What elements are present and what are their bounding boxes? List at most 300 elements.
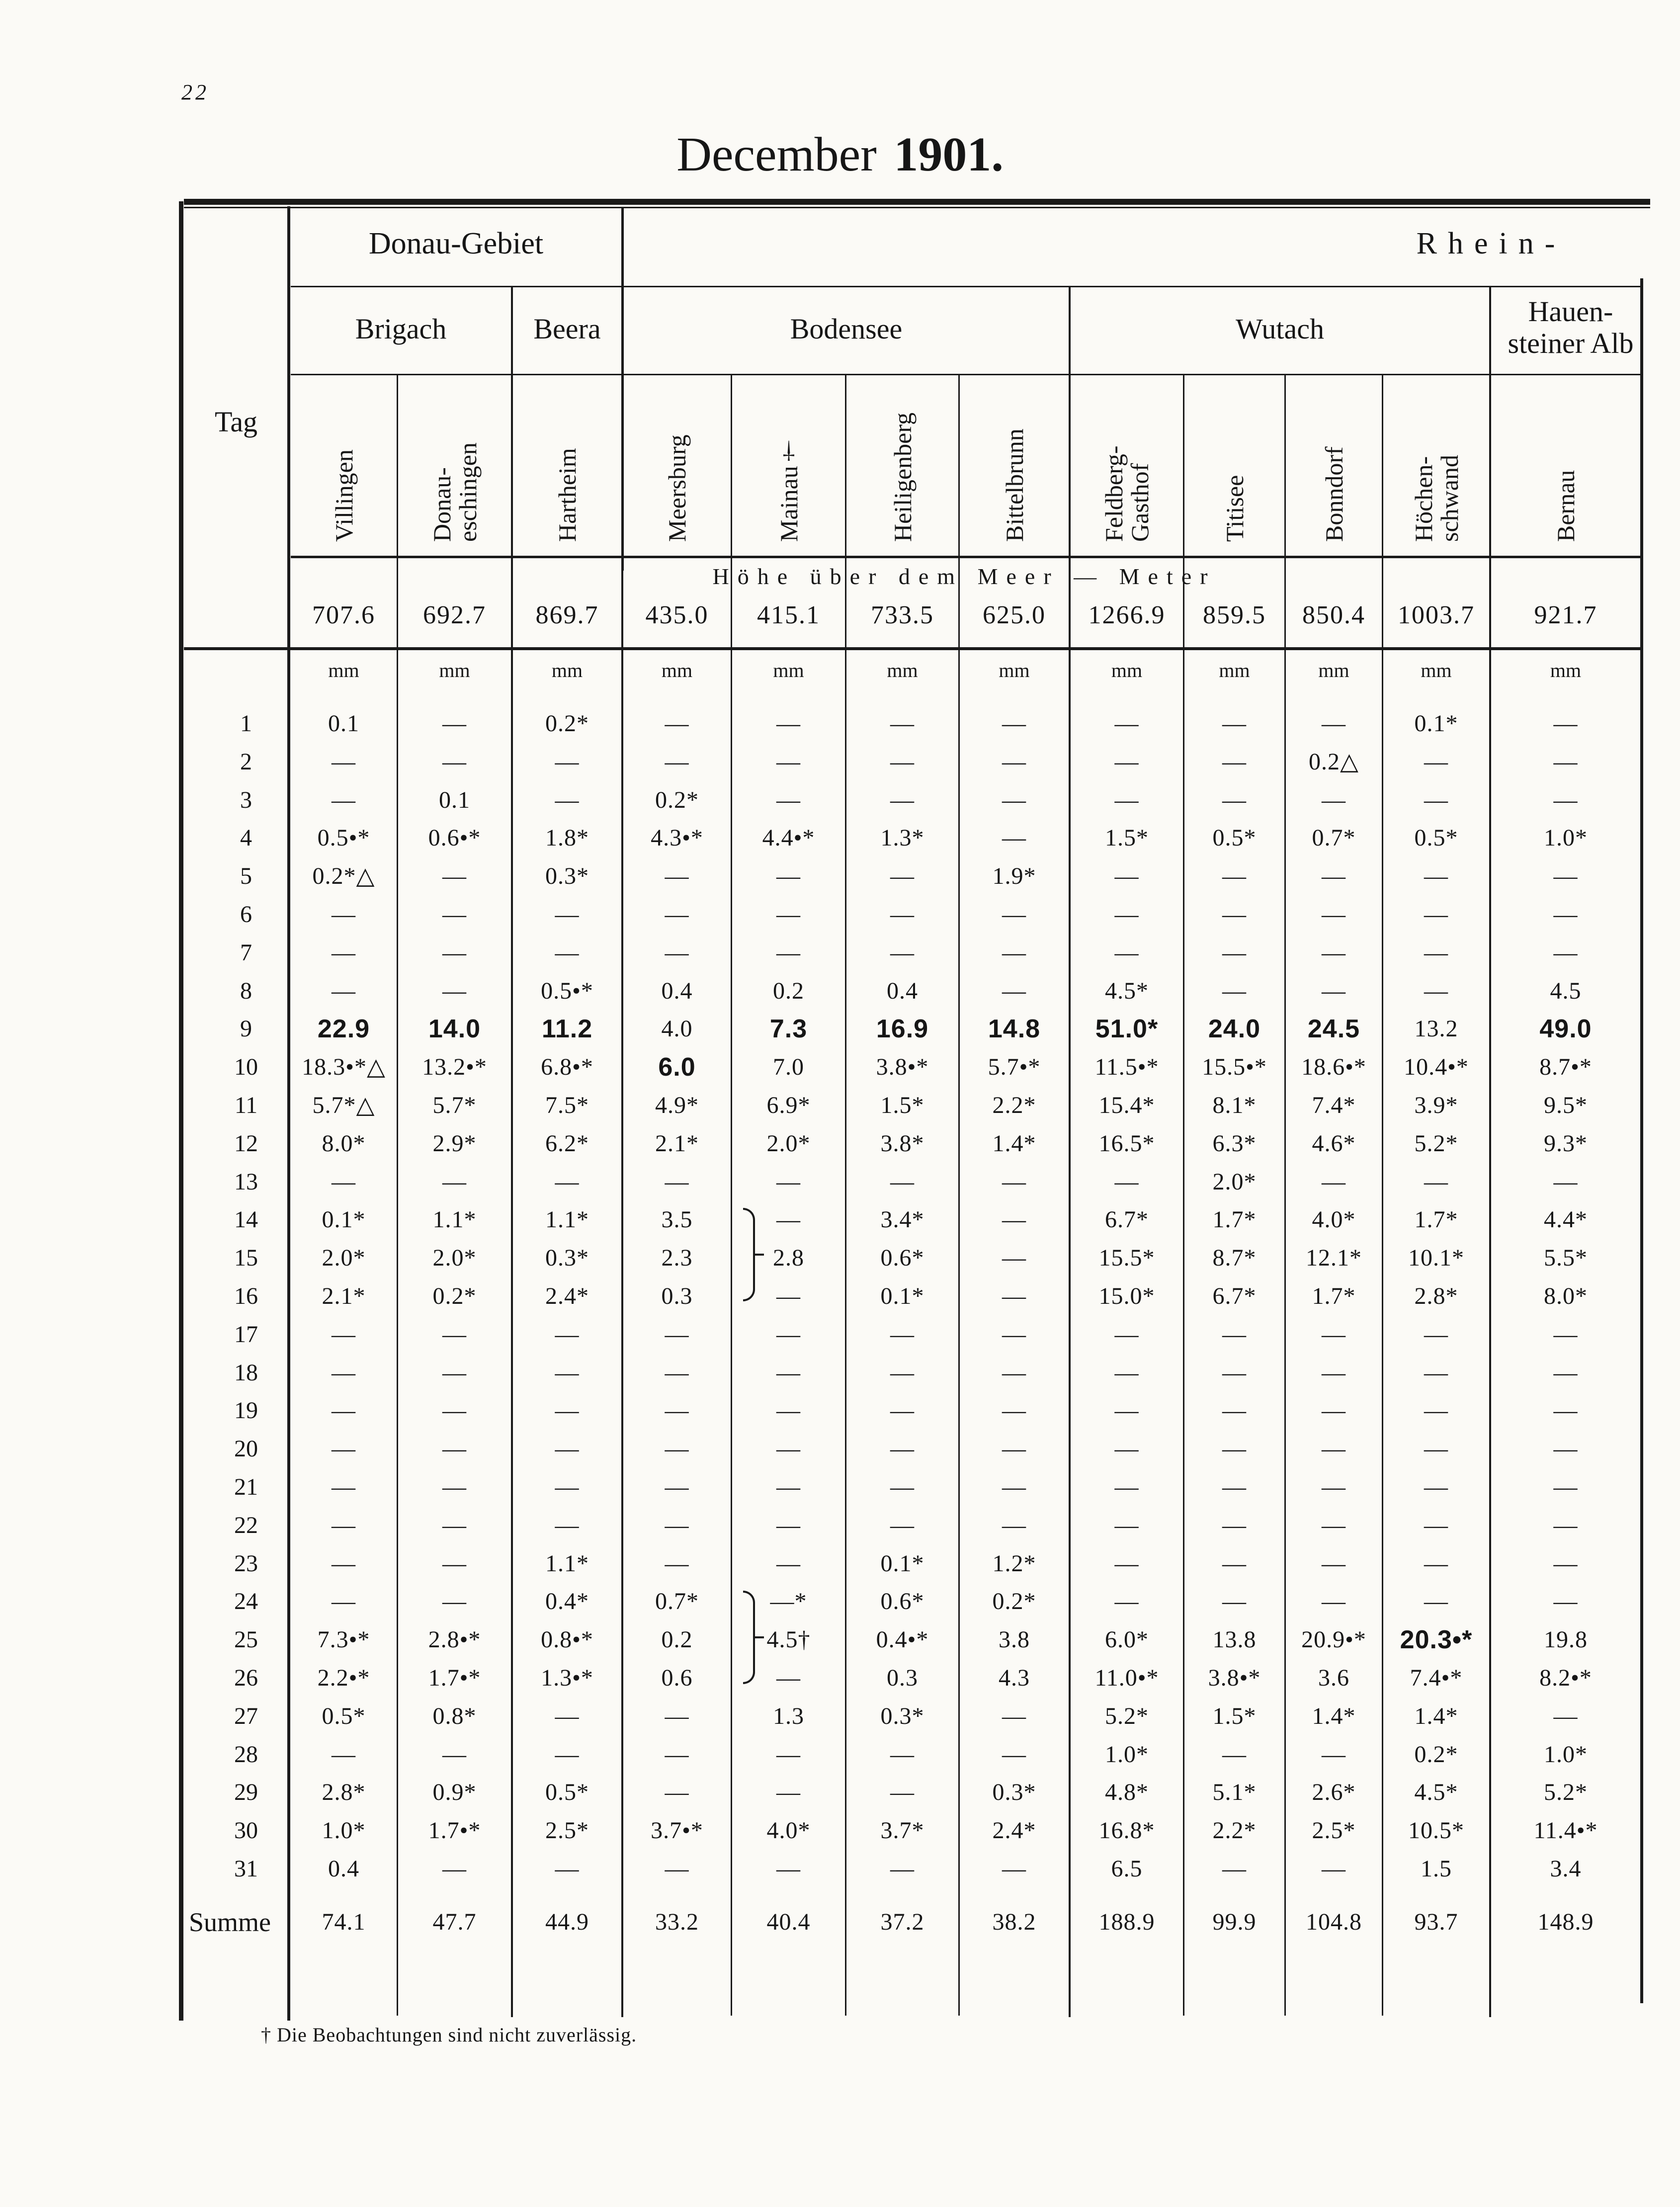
- brace-mainau-24-26: [743, 1591, 755, 1684]
- precipitation-value: 2.8: [773, 1245, 804, 1272]
- precipitation-value: 1.7*: [1414, 1206, 1458, 1233]
- precipitation-value: —: [332, 1741, 356, 1768]
- hoehe-label: Höhe über dem Meer — Meter: [712, 564, 1216, 589]
- precipitation-value: —: [776, 1550, 801, 1577]
- precipitation-value: —: [665, 1550, 689, 1577]
- precipitation-value: 2.2*: [992, 1092, 1036, 1118]
- day-number: 4: [240, 825, 252, 851]
- precipitation-value: —: [1222, 1856, 1247, 1882]
- precipitation-value: 1.7•*: [428, 1817, 481, 1844]
- precipitation-value: 2.4*: [992, 1817, 1036, 1844]
- precipitation-value: —: [1222, 863, 1247, 890]
- precipitation-value: 4.0*: [1312, 1206, 1356, 1233]
- precipitation-value: —: [555, 748, 580, 775]
- precipitation-value: 1.1*: [545, 1550, 589, 1577]
- station-name: Meersburg: [663, 434, 691, 542]
- precipitation-value: 2.9*: [432, 1130, 477, 1157]
- precipitation-value: —: [442, 1588, 467, 1615]
- precipitation-value: 2.3: [661, 1245, 693, 1272]
- station-name: Bittelbrunn: [1000, 428, 1028, 542]
- precipitation-value: —: [555, 1741, 580, 1768]
- day-number: 12: [234, 1130, 258, 1157]
- precipitation-value: 0.3*: [545, 1245, 589, 1272]
- precipitation-value: —: [890, 1779, 915, 1806]
- day-number: 20: [234, 1436, 258, 1462]
- precipitation-value: 0.2*: [992, 1588, 1036, 1615]
- precipitation-value: 3.8•*: [876, 1054, 929, 1081]
- precipitation-value: 6.8•*: [541, 1054, 593, 1081]
- day-number: 24: [234, 1588, 258, 1615]
- precipitation-value: —: [1002, 977, 1026, 1004]
- precipitation-value: 51.0*: [1095, 1015, 1159, 1044]
- precipitation-value: 1.7•*: [428, 1665, 481, 1691]
- station-name: Heiligenberg: [888, 412, 917, 542]
- day-number: 27: [234, 1702, 258, 1729]
- precipitation-value: —: [1002, 1206, 1026, 1233]
- day-number: 3: [240, 786, 252, 813]
- subgroup-wutach: Wutach: [1235, 313, 1325, 345]
- precipitation-value: 4.0: [661, 1016, 693, 1042]
- precipitation-value: 9.3*: [1544, 1130, 1588, 1157]
- precipitation-value: —: [442, 710, 467, 737]
- precipitation-value: —: [555, 1436, 580, 1462]
- precipitation-value: —: [442, 1359, 467, 1386]
- precipitation-value: 2.1*: [655, 1130, 699, 1157]
- day-number: 30: [234, 1817, 258, 1844]
- precipitation-value: —: [1222, 1512, 1247, 1538]
- precipitation-value: 0.2*△: [312, 863, 375, 890]
- precipitation-value: —: [1553, 939, 1578, 966]
- precipitation-value: 15.5*: [1098, 1245, 1155, 1272]
- precipitation-value: —: [776, 939, 801, 966]
- precipitation-value: —: [890, 1856, 915, 1882]
- summe-value: 44.9: [545, 1909, 589, 1935]
- precipitation-value: —: [1322, 939, 1346, 966]
- precipitation-value: —: [442, 1321, 467, 1348]
- precipitation-value: 4.0*: [766, 1817, 811, 1844]
- precipitation-value: —: [1322, 1359, 1346, 1386]
- precipitation-value: 13.2: [1414, 1016, 1458, 1042]
- summe-value: 93.7: [1414, 1909, 1458, 1935]
- title-month: December: [676, 128, 877, 181]
- precipitation-value: 5.1*: [1212, 1779, 1257, 1806]
- precipitation-value: —: [442, 748, 467, 775]
- precipitation-value: 2.0*: [322, 1245, 366, 1272]
- precipitation-value: —: [1002, 710, 1026, 737]
- precipitation-value: 2.6*: [1312, 1779, 1356, 1806]
- precipitation-value: 0.2*: [655, 786, 699, 813]
- day-number: 1: [240, 710, 252, 737]
- precipitation-value: —: [1222, 1321, 1247, 1348]
- station-name: Feldberg- Gasthof: [1100, 445, 1154, 542]
- precipitation-value: 13.2•*: [422, 1054, 487, 1081]
- precipitation-value: —: [665, 1856, 689, 1882]
- precipitation-value: 0.4: [328, 1856, 359, 1882]
- summe-value: 99.9: [1212, 1909, 1257, 1935]
- page-number: 22: [181, 80, 209, 104]
- precipitation-value: 4.8*: [1105, 1779, 1149, 1806]
- precipitation-value: —: [1002, 1474, 1026, 1500]
- precipitation-value: 0.1*: [880, 1283, 924, 1309]
- title-year: 1901.: [894, 128, 1004, 181]
- day-number: 17: [234, 1321, 258, 1348]
- precipitation-value: —: [1222, 748, 1247, 775]
- precipitation-value: —: [1002, 939, 1026, 966]
- summe-value: 38.2: [992, 1909, 1036, 1935]
- tag-label: Tag: [214, 406, 258, 438]
- precipitation-value: —: [1553, 1512, 1578, 1538]
- station-elevation: 707.6: [312, 601, 375, 629]
- day-number: 7: [240, 939, 252, 966]
- station-elevation: 733.5: [871, 601, 934, 629]
- precipitation-value: 2.5*: [545, 1817, 589, 1844]
- precipitation-value: —: [1424, 1397, 1448, 1424]
- precipitation-value: —: [332, 977, 356, 1004]
- precipitation-value: —: [1114, 1359, 1139, 1386]
- precipitation-value: —: [555, 1856, 580, 1882]
- precipitation-value: 1.5*: [1105, 825, 1149, 851]
- day-number: 6: [240, 901, 252, 928]
- precipitation-value: —: [776, 1206, 801, 1233]
- precipitation-value: 0.4•*: [876, 1626, 929, 1653]
- precipitation-value: —: [442, 1436, 467, 1462]
- precipitation-value: 2.8*: [1414, 1283, 1458, 1309]
- station-name: Donau- eschingen: [427, 442, 482, 542]
- precipitation-value: 0.3: [887, 1665, 918, 1691]
- precipitation-value: —: [665, 863, 689, 890]
- precipitation-value: 16.9: [876, 1015, 929, 1044]
- precipitation-value: —: [1322, 901, 1346, 928]
- precipitation-value: —: [776, 1283, 801, 1309]
- precipitation-value: 10.5*: [1408, 1817, 1464, 1844]
- precipitation-value: —: [1114, 1512, 1139, 1538]
- precipitation-value: 16.5*: [1098, 1130, 1155, 1157]
- precipitation-value: 3.8: [999, 1626, 1030, 1653]
- precipitation-value: —: [1424, 1359, 1448, 1386]
- day-number: 18: [234, 1359, 258, 1386]
- precipitation-value: 8.7*: [1212, 1245, 1257, 1272]
- precipitation-value: —: [1222, 1550, 1247, 1577]
- precipitation-value: 0.5•*: [317, 825, 370, 851]
- day-number: 29: [234, 1779, 258, 1806]
- precipitation-value: —: [1002, 1359, 1026, 1386]
- precipitation-value: 2.2•*: [317, 1665, 370, 1691]
- precipitation-value: —: [776, 1665, 801, 1691]
- precipitation-value: —: [1424, 1588, 1448, 1615]
- unit-label: mm: [1111, 659, 1143, 681]
- precipitation-value: —: [776, 1168, 801, 1195]
- precipitation-value: —: [1424, 1321, 1448, 1348]
- precipitation-value: 14.0: [428, 1015, 481, 1044]
- unit-label: mm: [1318, 659, 1349, 681]
- precipitation-value: 1.3: [773, 1702, 804, 1729]
- precipitation-value: —: [665, 939, 689, 966]
- precipitation-value: —: [1002, 1702, 1026, 1729]
- precipitation-value: 1.0*: [1105, 1741, 1149, 1768]
- precipitation-value: —: [890, 1741, 915, 1768]
- precipitation-value: —: [1553, 786, 1578, 813]
- precipitation-value: 0.3*: [880, 1702, 924, 1729]
- precipitation-value: —: [1114, 1397, 1139, 1424]
- precipitation-value: 0.6*: [880, 1245, 924, 1272]
- precipitation-value: 8.0*: [322, 1130, 366, 1157]
- precipitation-value: 0.2*: [432, 1283, 477, 1309]
- group-donau-title: Donau-Gebiet: [368, 227, 544, 260]
- precipitation-value: —: [442, 863, 467, 890]
- station-elevation: 435.0: [645, 601, 709, 629]
- precipitation-value: —: [890, 1512, 915, 1538]
- precipitation-value: —: [1424, 1474, 1448, 1500]
- unit-label: mm: [887, 659, 918, 681]
- station-elevation: 415.1: [757, 601, 820, 629]
- precipitation-value: —: [1222, 901, 1247, 928]
- precipitation-value: 1.4*: [992, 1130, 1036, 1157]
- precipitation-value: —: [890, 1397, 915, 1424]
- day-number: 21: [234, 1474, 258, 1500]
- precipitation-value: —: [555, 1397, 580, 1424]
- footnote: † Die Beobachtungen sind nicht zuverlässig.: [261, 2024, 637, 2046]
- precipitation-value: 8.0*: [1544, 1283, 1588, 1309]
- precipitation-value: 1.1*: [545, 1206, 589, 1233]
- precipitation-value: 0.5•*: [541, 977, 593, 1004]
- day-number: 16: [234, 1283, 258, 1309]
- precipitation-value: 0.6*: [880, 1588, 924, 1615]
- precipitation-value: —: [890, 901, 915, 928]
- precipitation-value: —: [665, 710, 689, 737]
- precipitation-value: —: [1424, 786, 1448, 813]
- precipitation-value: —: [1322, 786, 1346, 813]
- precipitation-value: —: [1222, 710, 1247, 737]
- precipitation-value: —: [555, 1512, 580, 1538]
- unit-label: mm: [1550, 659, 1582, 681]
- precipitation-value: 10.1*: [1408, 1245, 1464, 1272]
- unit-label: mm: [551, 659, 583, 681]
- precipitation-value: 7.4•*: [1410, 1665, 1463, 1691]
- precipitation-value: —: [776, 1436, 801, 1462]
- precipitation-value: —: [665, 1359, 689, 1386]
- precipitation-value: 4.6*: [1312, 1130, 1356, 1157]
- precipitation-value: —: [1322, 710, 1346, 737]
- precipitation-value: —: [890, 710, 915, 737]
- precipitation-value: 4.5: [1550, 977, 1582, 1004]
- unit-label: mm: [1421, 659, 1452, 681]
- precipitation-value: 2.2*: [1212, 1817, 1257, 1844]
- precipitation-value: —: [1322, 863, 1346, 890]
- day-number: 19: [234, 1397, 258, 1424]
- day-number: 5: [240, 863, 252, 890]
- day-number: 9: [240, 1016, 252, 1042]
- precipitation-value: 5.5*: [1544, 1245, 1588, 1272]
- precipitation-value: 12.1*: [1306, 1245, 1362, 1272]
- precipitation-value: —: [890, 1321, 915, 1348]
- precipitation-value: 1.5*: [1212, 1702, 1257, 1729]
- subgroup-hauensteiner: Hauen- steiner Alb: [1508, 295, 1634, 359]
- precipitation-value: 0.6: [661, 1665, 693, 1691]
- precipitation-value: —: [1002, 1856, 1026, 1882]
- precipitation-value: 20.3•*: [1400, 1625, 1473, 1655]
- precipitation-value: 4.5†: [766, 1626, 811, 1653]
- precipitation-value: 8.2•*: [1539, 1665, 1592, 1691]
- station-elevation: 859.5: [1203, 601, 1266, 629]
- day-number: 2: [240, 748, 252, 775]
- precipitation-value: 0.5*: [1212, 825, 1257, 851]
- precipitation-value: —: [1114, 1168, 1139, 1195]
- precipitation-value: 19.8: [1544, 1626, 1588, 1653]
- precipitation-value: 14.8: [988, 1015, 1041, 1044]
- precipitation-value: 0.1*: [322, 1206, 366, 1233]
- precipitation-value: 10.4•*: [1404, 1054, 1469, 1081]
- precipitation-value: —: [890, 786, 915, 813]
- header-bottom-rule: [184, 647, 1643, 650]
- station-name: Hartheim: [553, 448, 581, 542]
- precipitation-value: —: [555, 1359, 580, 1386]
- precipitation-value: —: [1002, 1397, 1026, 1424]
- precipitation-value: —: [442, 1856, 467, 1882]
- precipitation-value: 7.3•*: [317, 1626, 370, 1653]
- precipitation-value: 4.4•*: [762, 825, 815, 851]
- station-name: Villingen: [330, 449, 358, 542]
- precipitation-value: 0.2*: [1414, 1741, 1458, 1768]
- table-left-border: [179, 201, 183, 2021]
- precipitation-value: —: [665, 1321, 689, 1348]
- precipitation-value: 3.7*: [880, 1817, 924, 1844]
- precipitation-value: —: [1322, 1474, 1346, 1500]
- precipitation-value: 2.5*: [1312, 1817, 1356, 1844]
- subgroup-brigach: Brigach: [355, 313, 447, 345]
- precipitation-value: —: [1002, 1512, 1026, 1538]
- day-number: 31: [234, 1856, 258, 1882]
- day-number: 15: [234, 1245, 258, 1272]
- precipitation-value: 1.4*: [1312, 1702, 1356, 1729]
- precipitation-value: 0.5*: [545, 1779, 589, 1806]
- unit-label: mm: [439, 659, 470, 681]
- precipitation-value: 8.7•*: [1539, 1054, 1592, 1081]
- precipitation-value: —: [1002, 1741, 1026, 1768]
- precipitation-value: 0.5*: [322, 1702, 366, 1729]
- precipitation-value: —: [1222, 786, 1247, 813]
- day-number: 14: [234, 1206, 258, 1233]
- precipitation-value: —: [776, 1359, 801, 1386]
- precipitation-value: —: [442, 939, 467, 966]
- precipitation-value: —: [332, 1588, 356, 1615]
- precipitation-value: 0.4: [887, 977, 918, 1004]
- summe-value: 188.9: [1098, 1909, 1155, 1935]
- precipitation-value: —: [332, 1397, 356, 1424]
- precipitation-value: 2.1*: [322, 1283, 366, 1309]
- summe-value: 37.2: [880, 1909, 924, 1935]
- summe-value: 47.7: [432, 1909, 477, 1935]
- precipitation-value: —: [1222, 1474, 1247, 1500]
- precipitation-value: 5.2*: [1544, 1779, 1588, 1806]
- precipitation-value: 1.5: [1421, 1856, 1452, 1882]
- precipitation-value: 4.5*: [1414, 1779, 1458, 1806]
- precipitation-value: —: [1002, 1321, 1026, 1348]
- precipitation-value: 20.9•*: [1301, 1626, 1366, 1653]
- precipitation-value: 1.0*: [1544, 825, 1588, 851]
- precipitation-value: —: [442, 1168, 467, 1195]
- precipitation-value: —: [1322, 1321, 1346, 1348]
- precipitation-value: —: [665, 1474, 689, 1500]
- precipitation-value: 24.0: [1208, 1015, 1261, 1044]
- precipitation-value: —: [776, 863, 801, 890]
- precipitation-value: —*: [770, 1588, 807, 1615]
- station-name: Bonndorf: [1320, 446, 1348, 542]
- precipitation-value: —: [332, 1474, 356, 1500]
- precipitation-value: 3.8*: [880, 1130, 924, 1157]
- precipitation-value: —: [1114, 786, 1139, 813]
- precipitation-value: 0.3*: [545, 863, 589, 890]
- precipitation-value: 1.0*: [1544, 1741, 1588, 1768]
- day-number: 22: [234, 1512, 258, 1538]
- precipitation-value: 6.7*: [1212, 1283, 1257, 1309]
- precipitation-value: —: [1322, 1741, 1346, 1768]
- precipitation-value: —: [332, 1550, 356, 1577]
- precipitation-value: —: [442, 1741, 467, 1768]
- precipitation-value: —: [332, 1436, 356, 1462]
- precipitation-value: —: [1114, 1321, 1139, 1348]
- precipitation-value: 0.4: [661, 977, 693, 1004]
- precipitation-value: —: [1424, 748, 1448, 775]
- precipitation-value: —: [1114, 1550, 1139, 1577]
- precipitation-value: —: [1322, 1397, 1346, 1424]
- precipitation-value: 0.1*: [880, 1550, 924, 1577]
- unit-label: mm: [1219, 659, 1250, 681]
- precipitation-value: 4.3: [999, 1665, 1030, 1691]
- precipitation-value: 3.8•*: [1208, 1665, 1261, 1691]
- unit-label: mm: [661, 659, 693, 681]
- precipitation-value: —: [890, 1359, 915, 1386]
- day-number: 10: [234, 1054, 258, 1081]
- day-number: 25: [234, 1626, 258, 1653]
- precipitation-value: 2.8•*: [428, 1626, 481, 1653]
- precipitation-value: 0.1: [328, 710, 359, 737]
- precipitation-value: —: [442, 1550, 467, 1577]
- precipitation-value: —: [665, 1512, 689, 1538]
- precipitation-value: 7.4*: [1312, 1092, 1356, 1118]
- precipitation-value: —: [1002, 1245, 1026, 1272]
- precipitation-value: —: [1322, 1436, 1346, 1462]
- precipitation-value: 6.0: [658, 1053, 696, 1082]
- day-number: 8: [240, 977, 252, 1004]
- precipitation-value: 5.7•*: [988, 1054, 1041, 1081]
- precipitation-value: 2.0*: [1212, 1168, 1257, 1195]
- precipitation-value: 4.5*: [1105, 977, 1149, 1004]
- precipitation-value: 2.8*: [322, 1779, 366, 1806]
- precipitation-value: —: [332, 748, 356, 775]
- precipitation-value: —: [776, 1321, 801, 1348]
- precipitation-value: —: [1553, 1474, 1578, 1500]
- precipitation-value: 22.9: [317, 1015, 370, 1044]
- precipitation-value: 8.1*: [1212, 1092, 1257, 1118]
- precipitation-value: —: [890, 863, 915, 890]
- precipitation-value: —: [1002, 748, 1026, 775]
- summe-value: 33.2: [655, 1909, 699, 1935]
- precipitation-value: —: [555, 1168, 580, 1195]
- precipitation-value: —: [1222, 1741, 1247, 1768]
- precipitation-value: —: [776, 710, 801, 737]
- day-number: 13: [234, 1168, 258, 1195]
- precipitation-value: —: [1553, 1702, 1578, 1729]
- precipitation-value: 0.2△: [1309, 748, 1359, 775]
- precipitation-value: —: [776, 901, 801, 928]
- precipitation-value: —: [1424, 939, 1448, 966]
- precipitation-value: —: [890, 1436, 915, 1462]
- precipitation-value: 11.5•*: [1094, 1054, 1159, 1081]
- precipitation-value: —: [1322, 1588, 1346, 1615]
- precipitation-value: —: [332, 1321, 356, 1348]
- precipitation-value: —: [1553, 863, 1578, 890]
- summe-value: 148.9: [1537, 1909, 1594, 1935]
